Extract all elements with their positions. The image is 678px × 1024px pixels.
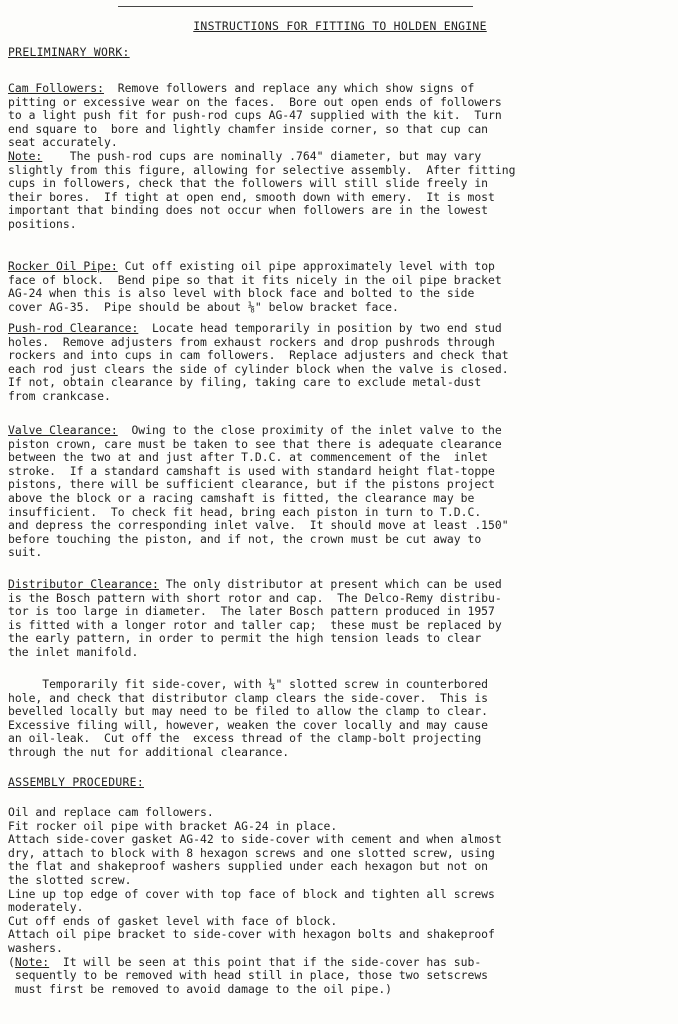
distributor-clearance-line-0: The only distributor at present which can be used xyxy=(158,577,502,591)
distributor-clearance-line-5: the inlet manifold. xyxy=(8,644,139,659)
valve-clearance-line-6: insufficient. To check fit head, bring each piston in turn to T.D.C. xyxy=(8,504,482,519)
pushrod-clearance-line-2: rockers and into cups in cam followers. Replace adjusters and check that xyxy=(8,348,509,363)
distributor-clearance-line-1: is the Bosch pattern with short rotor and cap. The Delco-Remy distribu- xyxy=(8,590,502,605)
note-1-section xyxy=(8,150,668,232)
assembly-line-9: Attach oil pipe bracket to side-cover with hexagon bolts and shakeproof xyxy=(8,927,495,942)
cam-followers-line-1: pitting or excessive wear on the faces. Bore out open ends of followers xyxy=(8,94,502,109)
note-2-open: ( xyxy=(8,954,15,969)
preliminary-heading: PRELIMINARY WORK: xyxy=(8,45,130,59)
assembly-heading: ASSEMBLY PROCEDURE: xyxy=(8,775,144,789)
assembly-line-10: washers. xyxy=(8,940,63,955)
assembly-line-6: Line up top edge of cover with top face of block and tighten all screws xyxy=(8,886,495,901)
rocker-oil-pipe-line-0: Cut off existing oil pipe approximately level with top xyxy=(117,259,495,273)
valve-clearance-line-1: piston crown, care must be taken to see that there is adequate clearance xyxy=(8,436,502,451)
cam-followers-line-4: seat accurately. xyxy=(8,135,118,150)
assembly-line-4: the flat and shakeproof washers supplied under each hexagon but not on xyxy=(8,859,489,874)
rocker-oil-pipe-line-1: face of block. Bend pipe so that it fits nicely in the oil pipe bracket xyxy=(8,272,502,287)
assembly-line-7: moderately. xyxy=(8,900,84,915)
distributor-clearance-line-3: is fitted with a longer rotor and taller cap; these must be replaced by xyxy=(8,617,502,632)
side-cover-line-2: bevelled locally but may need to be filed to allow the clamp to clear. xyxy=(8,704,489,719)
assembly-line-3: dry, attach to block with 8 hexagon screws and one slotted screw, using xyxy=(8,845,495,860)
distributor-clearance-line-4: the early pattern, in order to permit the high tension leads to clear xyxy=(8,631,482,646)
side-cover-section xyxy=(8,678,668,760)
cam-followers-line-0: Remove followers and replace any which show signs of xyxy=(117,81,475,95)
note-1-line-5: positions. xyxy=(8,216,77,231)
cam-followers-label: Cam Followers: xyxy=(8,81,105,95)
note-1-line-0: The push-rod cups are nominally .764" diameter, but may vary xyxy=(42,149,482,163)
note-1-line-3: their bores. If tight at open end, smooth down with emery. It is most xyxy=(8,189,495,204)
side-cover-line-0: Temporarily fit side-cover, with ¼" slotted screw in counterbored xyxy=(8,677,489,691)
side-cover-line-5: through the nut for additional clearance. xyxy=(8,744,290,759)
pushrod-clearance-label: Push-rod Clearance: xyxy=(8,321,139,335)
top-rule xyxy=(118,6,473,7)
note-2-line-1: sequently to be removed with head still in place, those two setscrews xyxy=(8,968,489,983)
pushrod-clearance-line-4: If not, obtain clearance by filing, taking care to exclude metal-dust xyxy=(8,375,482,390)
distributor-clearance-label: Distributor Clearance: xyxy=(8,577,159,591)
pushrod-clearance-line-1: holes. Remove adjusters from exhaust rockers and drop pushrods through xyxy=(8,334,495,349)
rocker-oil-pipe-section xyxy=(8,260,668,314)
valve-clearance-line-3: stroke. If a standard camshaft is used with standard height flat-toppe xyxy=(8,463,495,478)
rocker-oil-pipe-label: Rocker Oil Pipe: xyxy=(8,259,118,273)
valve-clearance-line-7: and depress the corresponding inlet valve. It should move at least .150" xyxy=(8,518,509,533)
rocker-oil-pipe-line-3: cover AG-35. Pipe should be about ⅛" below bracket face. xyxy=(8,299,399,314)
rocker-oil-pipe-line-2: AG-24 when this is also level with block face and bolted to the side xyxy=(8,286,475,301)
note-2-label: Note: xyxy=(14,954,50,969)
note-1-line-1: slightly from this figure, allowing for selective assembly. After fitting xyxy=(8,162,516,177)
note-2-line-0: It will be seen at this point that if the side-cover has sub- xyxy=(49,954,482,969)
note-2-line-2: must first be removed to avoid damage to the oil pipe.) xyxy=(8,981,393,996)
assembly-line-0: Oil and replace cam followers. xyxy=(8,805,214,819)
valve-clearance-label: Valve Clearance: xyxy=(8,423,118,437)
note-1-line-4: important that binding does not occur when followers are in the lowest xyxy=(8,203,489,218)
assembly-line-2: Attach side-cover gasket AG-42 to side-cover with cement and when almost xyxy=(8,832,502,847)
note-1-label: Note: xyxy=(8,149,43,163)
assembly-line-1: Fit rocker oil pipe with bracket AG-24 in place. xyxy=(8,818,338,833)
valve-clearance-section xyxy=(8,424,668,560)
assembly-section xyxy=(8,806,668,996)
assembly-line-5: the slotted screw. xyxy=(8,872,132,887)
note-1-line-2: cups in followers, check that the followers will still slide freely in xyxy=(8,176,489,191)
pushrod-clearance-line-0: Locate head temporarily in position by two end stud xyxy=(138,321,502,335)
cam-followers-line-3: end square to bore and lightly chamfer inside corner, so that cup can xyxy=(8,121,489,136)
valve-clearance-line-4: pistons, there will be sufficient clearance, but if the pistons project xyxy=(8,477,495,492)
pushrod-clearance-line-5: from crankcase. xyxy=(8,388,111,403)
side-cover-line-3: Excessive filing will, however, weaken the cover locally and may cause xyxy=(8,717,489,732)
valve-clearance-line-9: suit. xyxy=(8,545,43,560)
cam-followers-line-2: to a light push fit for push-rod cups AG-47 supplied with the kit. Turn xyxy=(8,108,502,123)
side-cover-line-4: an oil-leak. Cut off the excess thread of the clamp-bolt projecting xyxy=(8,731,482,746)
side-cover-line-1: hole, and check that distributor clamp clears the side-cover. This is xyxy=(8,690,489,705)
pushrod-clearance-line-3: each rod just clears the side of cylinder block when the valve is closed. xyxy=(8,361,509,376)
distributor-clearance-section xyxy=(8,578,668,660)
pushrod-clearance-section xyxy=(8,322,668,404)
cam-followers-section xyxy=(8,82,668,150)
distributor-clearance-line-2: tor is too large in diameter. The later Bosch pattern produced in 1957 xyxy=(8,604,495,619)
valve-clearance-line-2: between the two at and just after T.D.C. at commencement of the inlet xyxy=(8,450,489,465)
page-title: INSTRUCTIONS FOR FITTING TO HOLDEN ENGINE xyxy=(193,19,487,33)
valve-clearance-line-8: before touching the piston, and if not, the crown must be cut away to xyxy=(8,531,482,546)
valve-clearance-line-5: above the block or a racing camshaft is fitted, the clearance may be xyxy=(8,490,475,505)
assembly-line-8: Cut off ends of gasket level with face of block. xyxy=(8,913,338,928)
valve-clearance-line-0: Owing to the close proximity of the inlet valve to the xyxy=(117,423,502,437)
